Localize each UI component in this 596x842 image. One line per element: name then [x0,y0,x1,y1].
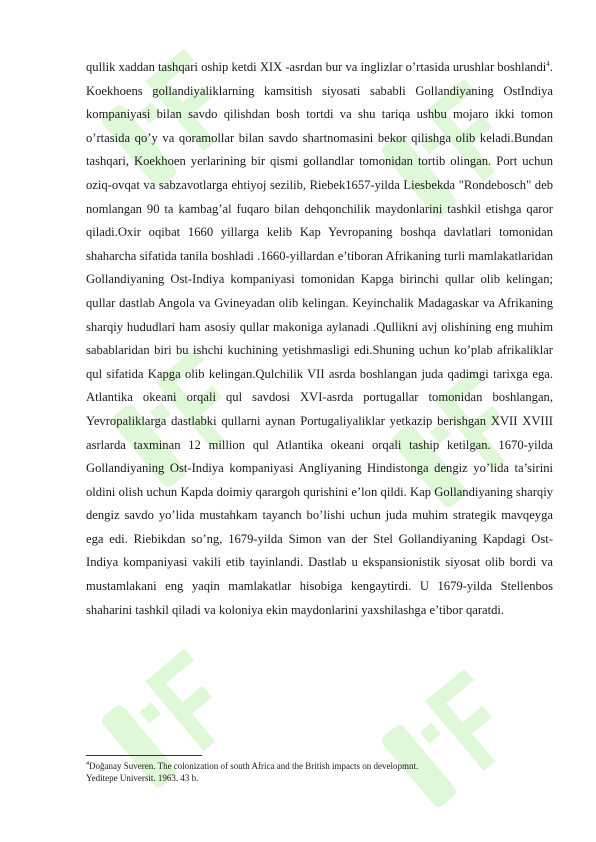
footnote-divider [86,755,202,756]
paragraph-1-text: qullik xaddan tashqari oship ketdi XIX -asrdan bur va inglizlar o’rtasida urushlar boshlandi [86,60,547,74]
footnote-line-2: Yeditepe Universit. 1963. 43 b. [86,773,199,783]
paragraph-2: Koekhoens gollandiyaliklarning kamsitish siyosati sababli Gollandiyaning OstIndiya kompaniyasi bilan savdo qilishdan bosh tortdi va shu tariqa ushbu mojaro ikki tomon o’rtasida qo’y va qoramollar bilan savdo shartnomasini bekor qilishga olib keladi.Bundan tashqari, Koekhoen yerlarining bir qismi gollandlar tomonidan tortib olingan. Port uchun oziq-ovqat va sabzavotlarga ehtiyoj sezilib, Riebek1657-yilda Liesbekda "Rondebosch" deb nomlangan 90 ta kambag’al fuqaro bilan dehqonchilik maydonlarini tashkil etishga qaror qiladi.Oxir oqibat 1660 yillarga kelib Kap Yevropaning boshqa davlatlari tomonidan shaharcha sifatida tanila boshladi .1660-yillardan e’tiboran Afrikaning turli mamlakatlaridan Gollandiyaning Ost-Indiya kompaniyasi tomonidan Kapga birinchi qullar olib kelingan; qullar dastlab Angola va Gvineyadan olib kelingan. Keyinchalik Madagaskar va Afrikaning sharqiy hududlari ham asosiy qullar makoniga aylanadi .Qullikni avj olishining eng muhim sabablaridan biri bu ishchi kuchining yetishmasligi edi.Shuning uchun ko’plab afrikaliklar qul sifatida Kapga olib kelingan.Qulchilik VII asrda boshlangan juda qadimgi tarixga ega. Atlantika okeani orqali qul savdosi XVI-asrda portugallar tomonidan boshlangan, Yevropaliklarga dastlabki qullarni aynan Portugaliyaliklar yetkazip berishgan XVII XVIII asrlarda taxminan 12 million qul Atlantika okeani orqali taship ketilgan. 1670-yilda Gollandiyaning Ost-Indiya kompaniyasi Angliyaning Hindistonga dengiz yo’lida ta’sirini oldini olish uchun Kapda doimiy qarargoh qurishini e’lon qildi. Kap Gollandiyaning sharqiy dengiz savdo yo’lida mustahkam tayanch bo’lishi uchun juda muhim strategik mavqeyga ega edi. Riebikdan so’ng, 1679-yilda Simon van der Stel Gollandiyaning Kapdagi Ost-Indiya kompaniyasi vakili etib tayinlandi. Dastlab u ekspansionistik siyosat olib bordi va mustamlakani eng yaqin mamlakatlar hisobiga kengaytirdi. U 1679-yilda Stellenbos shaharini tashkil qiladi va koloniya ekin maydonlarini yaxshilashga e’tibor qaratdi. [86,83,553,617]
footnote-text-1: Doğanay Suveren. The colonization of south Africa and the British impacts on developmnt. [89,761,419,771]
footnote-reference[interactable]: 4 [546,59,550,68]
footnote [86,760,556,784]
footnote-line-1 [86,760,556,772]
footnote-number: 4 [86,761,89,767]
paragraph-1-end: . [549,60,553,74]
paragraph-1 [86,56,553,80]
document-body [86,56,553,622]
